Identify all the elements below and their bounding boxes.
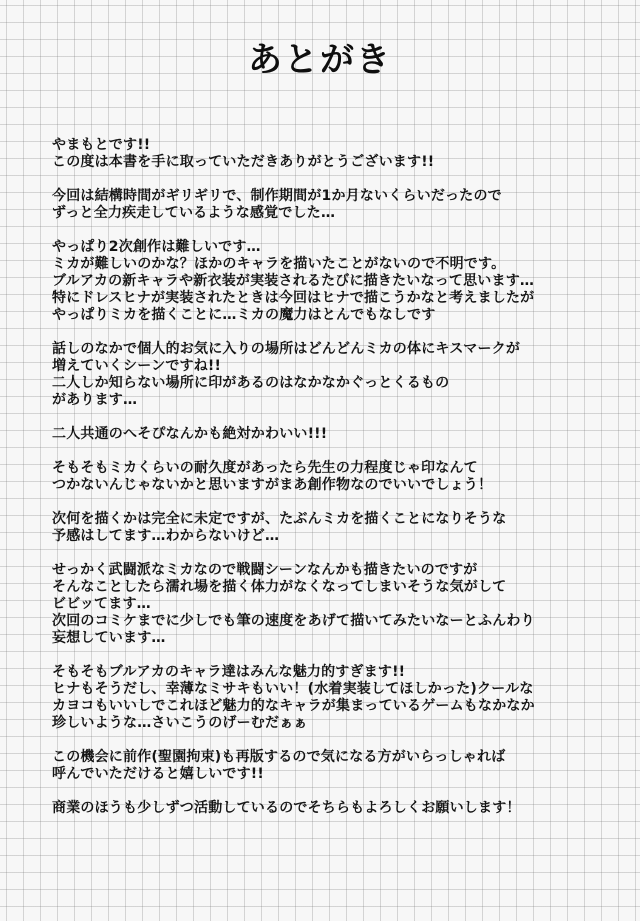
paragraph-next-work bbox=[52, 511, 627, 545]
paragraph-fan-work bbox=[52, 239, 627, 324]
text-line: そもそもブルアカのキャラ達はみんな魅力的すぎます!! bbox=[52, 664, 406, 680]
text-line: 商業のほうも少しずつ活動しているのでそちらもよろしくお願いします！ bbox=[52, 800, 521, 816]
text-line: そんなことしたら濡れ場を描く体力がなくなってしまいそうな気がして bbox=[52, 579, 507, 595]
paragraph-characters bbox=[52, 664, 627, 732]
paragraph-battle-scene bbox=[52, 562, 627, 647]
text-line: この度は本書を手に取っていただきありがとうございます!! bbox=[52, 154, 435, 170]
paragraph-greeting bbox=[52, 137, 627, 171]
text-line: 次何を描くかは完全に未定ですが、たぶんミカを描くことになりそうな bbox=[52, 511, 507, 527]
text-line: せっかく武闘派なミカなので戦闘シーンなんかも描きたいのですが bbox=[52, 562, 478, 578]
text-line: 話しのなかで個人的お気に入りの場所はどんどんミカの体にキスマークが bbox=[52, 341, 521, 357]
text-line: やっぱりミカを描くことに…ミカの魔力はとんでもなしです bbox=[52, 307, 436, 323]
text-line: 二人共通のへそぴなんかも絶対かわいい!!! bbox=[52, 426, 328, 442]
text-line: この機会に前作(聖園拘束)も再版するので気になる方がいらっしゃれば bbox=[52, 749, 506, 765]
paragraph-favorite-scene bbox=[52, 341, 627, 409]
text-line: 特にドレスヒナが実装されたときは今回はヒナで描こうかなと考えましたが bbox=[52, 290, 535, 306]
text-line: やっぱり2次創作は難しいです… bbox=[52, 239, 261, 255]
page-title: あとがき bbox=[248, 40, 392, 80]
paragraph-schedule bbox=[52, 188, 627, 222]
text-line: 増えていくシーンですね!! bbox=[52, 358, 222, 374]
text-line: ヒナもそうだし、幸薄なミサキもいい！(水着実装してほしかった)クールな bbox=[52, 681, 534, 697]
paragraph-shared bbox=[52, 426, 627, 443]
text-line: そもそもミカくらいの耐久度があったら先生の力程度じゃ印なんて bbox=[52, 460, 478, 476]
text-line: 予感はしてます…わからないけど… bbox=[52, 528, 280, 544]
text-line: カヨコもいいしでこれほど魅力的なキャラが集まっているゲームもなかなか bbox=[52, 698, 535, 714]
text-line: 呼んでいただけると嬉しいです!! bbox=[52, 766, 264, 782]
text-line: 二人しか知らない場所に印があるのはなかなかぐっとくるもの bbox=[52, 375, 450, 391]
afterword-body bbox=[52, 137, 627, 834]
text-line: 妄想しています… bbox=[52, 630, 166, 646]
text-line: 今回は結構時間がギリギリで、制作期間が1か月ないくらいだったので bbox=[52, 188, 502, 204]
text-line: ビビッてます… bbox=[52, 596, 151, 612]
text-line: 珍しいような…さいこうのげーむだぁぁ bbox=[52, 715, 308, 731]
paragraph-durability bbox=[52, 460, 627, 494]
text-line: 次回のコミケまでに少しでも筆の速度をあげて描いてみたいなーとふんわり bbox=[52, 613, 535, 629]
text-line: やまもとです!! bbox=[52, 137, 151, 153]
paragraph-closing bbox=[52, 800, 627, 817]
text-line: ブルアカの新キャラや新衣装が実装されるたびに描きたいなって思います… bbox=[52, 273, 535, 289]
text-line: つかないんじゃないかと思いますがまあ創作物なのでいいでしょう！ bbox=[52, 477, 493, 493]
text-line: ずっと全力疾走しているような感覚でした… bbox=[52, 205, 336, 221]
paragraph-reprint bbox=[52, 749, 627, 783]
text-line: ミカが難しいのかな？ほかのキャラを描いたことがないので不明です。 bbox=[52, 256, 506, 272]
text-line: があります… bbox=[52, 392, 138, 408]
